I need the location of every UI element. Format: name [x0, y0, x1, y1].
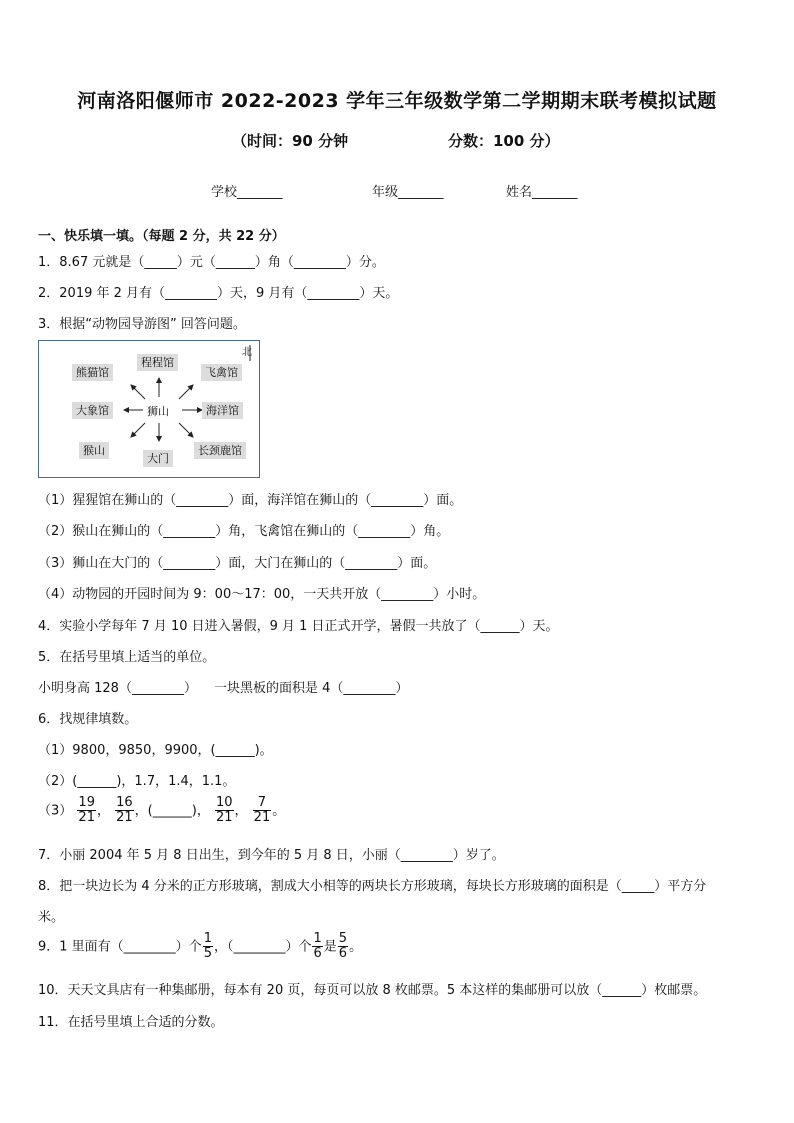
q6-3-prefix: （3） — [38, 803, 73, 819]
fraction — [253, 796, 272, 826]
denominator: 21 — [215, 810, 233, 826]
denominator: 6 — [313, 946, 322, 962]
map-panda-house: 熊猫馆 — [72, 364, 113, 381]
denominator: 21 — [78, 810, 95, 826]
map-chengcheng-house: 程程馆 — [137, 354, 178, 371]
question-1: 1．8.67 元就是（_____）元（______）角（________）分。 — [38, 255, 385, 270]
question-5-area: 一块黑板的面积是 4（________） — [214, 681, 409, 696]
question-5-height: 小明身高 128（________） — [38, 681, 197, 696]
question-3-3: （3）狮山在大门的（________）面，大门在狮山的（________）面。 — [38, 556, 437, 571]
numerator: 5 — [338, 931, 348, 946]
q6-3-blank: ，(______)， — [134, 803, 210, 819]
question-6-2: （2）(______)，1.7，1.4，1.1。 — [38, 774, 236, 789]
north-label: 北 — [242, 347, 252, 358]
denominator: 21 — [253, 810, 271, 826]
question-8-continued: 米。 — [38, 910, 65, 925]
numerator: 19 — [78, 795, 95, 810]
q9-text-c: 是 — [323, 939, 337, 955]
denominator: 21 — [116, 810, 133, 826]
question-7: 7．小丽 2004 年 5 月 8 日出生，到今年的 5 月 8 日，小丽（________）岁了。 — [38, 848, 505, 863]
question-5: 5．在括号里填上适当的单位。 — [38, 650, 216, 665]
map-monkey-hill: 猴山 — [79, 442, 109, 459]
map-elephant-house: 大象馆 — [72, 402, 113, 419]
numerator: 7 — [253, 796, 272, 811]
question-6-3: （3） $\frac{19}{21}$ ， $\frac{16}{21}$ ，(______)， $\frac{10}{21}$ ， $\frac{7}{21}$ 。 — [38, 795, 286, 826]
q9-text-a: 9．1 里面有（________）个 — [38, 939, 202, 955]
fraction — [312, 932, 322, 962]
question-6-1: （1）9800，9850，9900，(______)。 — [38, 743, 273, 758]
section-heading: 一、快乐填一填。（每题 2 分，共 22 分） — [38, 229, 285, 244]
school-field[interactable]: 学校_______ — [211, 185, 283, 200]
fraction — [203, 932, 213, 962]
denominator: 5 — [203, 946, 212, 962]
question-11: 11．在括号里填上合适的分数。 — [38, 1015, 224, 1030]
question-10: 10．天天文具店有一种集邮册，每本有 20 页，每页可以放 8 枚邮票。5 本这样的集邮册可以放（______）枚邮票。 — [38, 983, 707, 998]
map-ocean-house: 海洋馆 — [202, 402, 243, 419]
question-8: 8．把一块边长为 4 分米的正方形玻璃，割成大小相等的两块长方形玻璃，每块长方形玻璃的面积是（_____）平方分 — [38, 879, 707, 894]
question-2: 2．2019 年 2 月有（________）天，9 月有（________）天。 — [38, 286, 399, 301]
question-3-1: （1）猩猩馆在狮山的（________）面，海洋馆在狮山的（________）面。 — [38, 493, 463, 508]
question-3-4: （4）动物园的开园时间为 9：00～17：00，一天共开放（________）小时。 — [38, 587, 486, 602]
exam-title: 河南洛阳偃师市 2022-2023 学年三年级数学第二学期期末联考模拟试题 — [77, 90, 717, 112]
map-bird-house: 飞禽馆 — [201, 364, 242, 381]
numerator: 1 — [313, 931, 322, 946]
question-3: 3．根据“动物园导游图” 回答问题。 — [38, 317, 246, 332]
map-gate: 大门 — [143, 450, 173, 467]
name-field[interactable]: 姓名_______ — [506, 185, 578, 200]
fraction — [115, 796, 134, 826]
question-9: 9．1 里面有（________）个 $\frac{1}{5}$ ，（________）个 $\frac{1}{6}$ 是 $\frac{5}{6}$ 。 — [38, 931, 363, 962]
q9-text-b: ，（________）个 — [213, 939, 312, 955]
question-4: 4．实验小学每年 7 月 10 日进入暑假，9 月 1 日正式开学，暑假一共放了（______）天。 — [38, 619, 559, 634]
map-giraffe-house: 长颈鹿馆 — [194, 442, 246, 459]
exam-time: （时间：90 分钟 — [232, 132, 349, 150]
numerator: 10 — [215, 795, 233, 810]
numerator: 16 — [116, 795, 133, 810]
fraction — [77, 796, 96, 826]
exam-score: 分数：100 分） — [448, 132, 560, 150]
fraction — [215, 796, 234, 826]
numerator: 1 — [203, 931, 212, 946]
grade-field[interactable]: 年级_______ — [372, 185, 444, 200]
zoo-map — [38, 340, 260, 478]
map-lion-hill: 狮山 — [147, 405, 169, 418]
question-3-2: （2）猴山在狮山的（________）角，飞禽馆在狮山的（________）角。 — [38, 524, 450, 539]
question-6: 6．找规律填数。 — [38, 712, 138, 727]
denominator: 6 — [338, 946, 348, 962]
fraction — [338, 932, 348, 962]
